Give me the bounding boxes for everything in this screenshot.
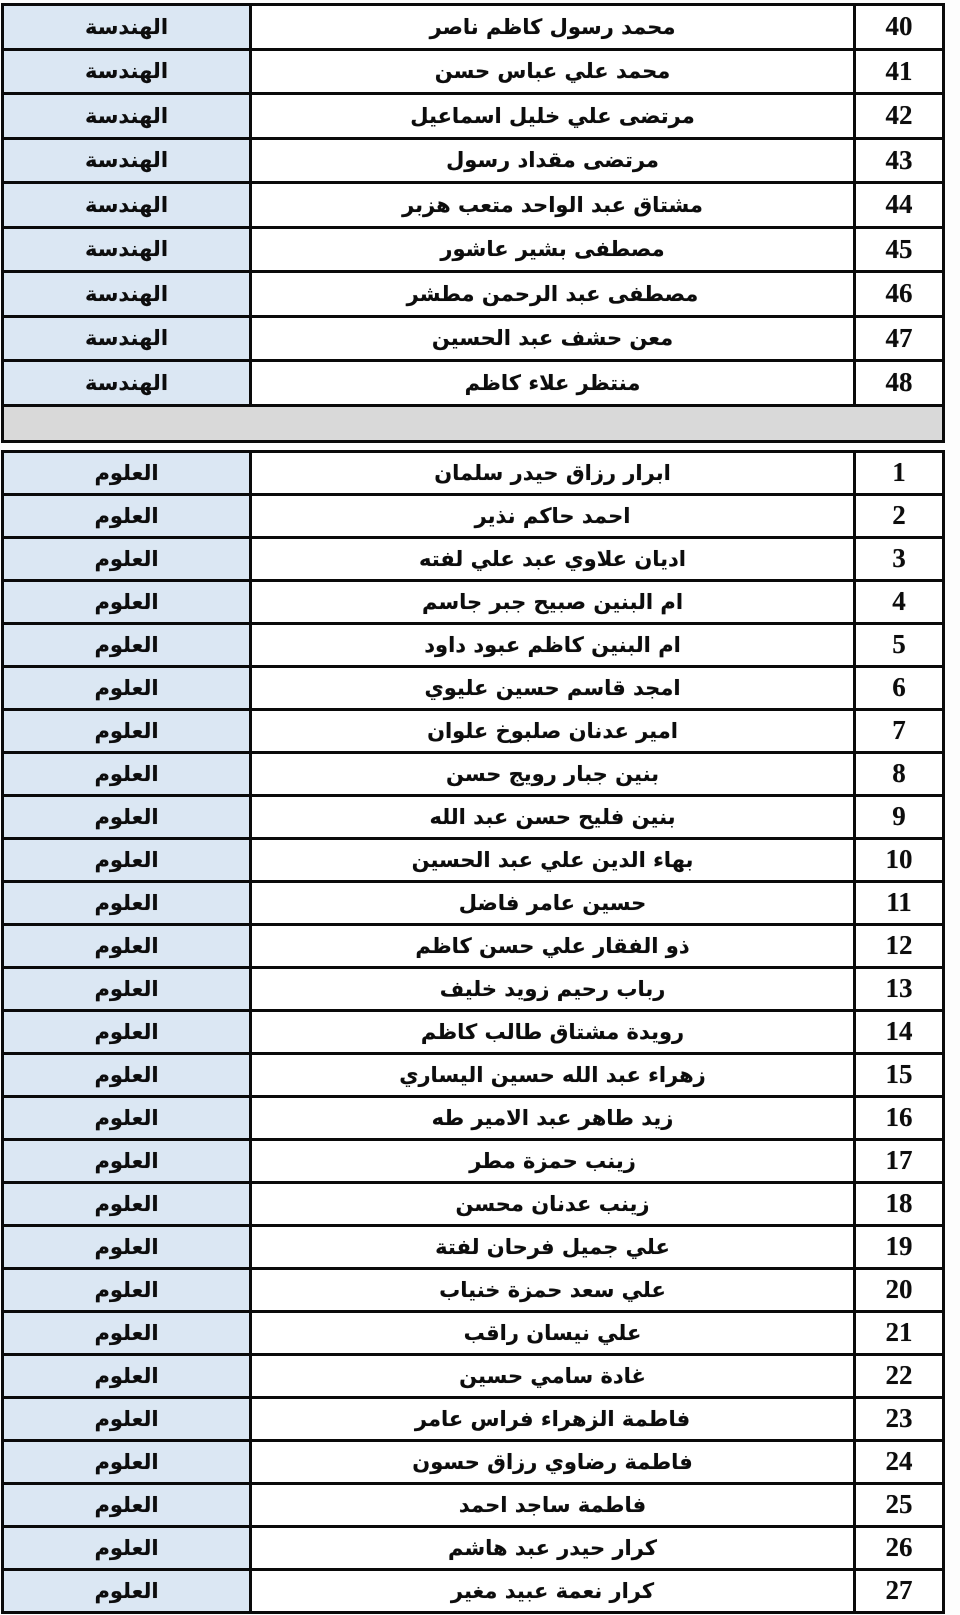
department-cell: العلوم: [4, 883, 252, 923]
table-row: [4, 539, 942, 582]
student-name-cell: بهاء الدين علي عبد الحسين: [411, 847, 694, 872]
student-name-cell: بنين فليح حسن عبد الله: [429, 804, 676, 829]
table-row: [4, 1528, 942, 1571]
table-row: [4, 51, 942, 96]
student-name-cell: ابرار رزاق حيدر سلمان: [434, 460, 671, 485]
student-name-cell: علي نيسان راقب: [463, 1320, 642, 1345]
department-cell: العلوم: [4, 1227, 252, 1267]
row-number-cell: 18: [853, 1184, 942, 1224]
student-name-cell: محمد رسول كاظم ناصر: [429, 14, 676, 39]
table-row: [4, 184, 942, 229]
table-row: [4, 711, 942, 754]
row-number-cell: 12: [853, 926, 942, 966]
table-row: [4, 840, 942, 883]
table-row: [4, 229, 942, 274]
row-number-cell: 22: [853, 1356, 942, 1396]
table-row: [4, 1012, 942, 1055]
student-name-cell: زهراء عبد الله حسين اليساري: [399, 1062, 706, 1087]
row-number-cell: 45: [853, 229, 942, 271]
department-cell: الهندسة: [4, 184, 252, 226]
row-number-cell: 3: [853, 539, 942, 579]
row-number-cell: 9: [853, 797, 942, 837]
student-name-cell: مشتاق عبد الواحد متعب هزبر: [402, 192, 703, 217]
table-row: [4, 1227, 942, 1270]
row-number-cell: 44: [853, 184, 942, 226]
row-number-cell: 46: [853, 273, 942, 315]
table-row: [4, 1399, 942, 1442]
table-row: [4, 6, 942, 51]
row-number-cell: 20: [853, 1270, 942, 1310]
student-name-cell: ذو الفقار علي حسن كاظم: [415, 933, 690, 958]
department-cell: العلوم: [4, 840, 252, 880]
row-number-cell: 24: [853, 1442, 942, 1482]
table-row: [4, 754, 942, 797]
row-number-cell: 2: [853, 496, 942, 536]
row-number-cell: 10: [853, 840, 942, 880]
row-number-cell: 5: [853, 625, 942, 665]
student-name-cell: احمد حاكم نذير: [474, 503, 631, 528]
department-cell: العلوم: [4, 754, 252, 794]
table-row: [4, 1313, 942, 1356]
student-name-cell: زيد طاهر عبد الامير طه: [431, 1105, 674, 1130]
table-row: [4, 95, 942, 140]
student-name-cell: زينب حمزة مطر: [469, 1148, 636, 1173]
department-cell: العلوم: [4, 453, 252, 493]
department-cell: العلوم: [4, 711, 252, 751]
department-cell: العلوم: [4, 797, 252, 837]
department-cell: العلوم: [4, 1098, 252, 1138]
student-name-cell: فاطمة رضاوي رزاق حسون: [412, 1449, 693, 1474]
student-name-cell: علي سعد حمزة خنياب: [439, 1277, 666, 1302]
department-cell: العلوم: [4, 1313, 252, 1353]
department-cell: العلوم: [4, 1270, 252, 1310]
table-row: [4, 496, 942, 539]
row-number-cell: 42: [853, 95, 942, 137]
table-row: [4, 1442, 942, 1485]
department-cell: الهندسة: [4, 6, 252, 48]
student-name-cell: كرار حيدر عبد هاشم: [447, 1535, 658, 1560]
department-cell: العلوم: [4, 926, 252, 966]
student-name-cell: ام البنين صبيح جبر جاسم: [422, 589, 684, 614]
student-name-cell: فاطمة الزهراء فراس عامر: [414, 1406, 691, 1431]
department-cell: العلوم: [4, 496, 252, 536]
department-cell: العلوم: [4, 1399, 252, 1439]
student-name-cell: كرار نعمة عبيد مغير: [450, 1578, 655, 1603]
table-row: [4, 1098, 942, 1141]
row-number-cell: 48: [853, 362, 942, 404]
student-name-cell: امير عدنان صلبوخ علوان: [427, 718, 678, 743]
row-number-cell: 21: [853, 1313, 942, 1353]
table-row: [4, 1055, 942, 1098]
department-cell: العلوم: [4, 625, 252, 665]
department-cell: الهندسة: [4, 362, 252, 404]
table-row: [4, 883, 942, 926]
engineering-table: [1, 3, 945, 407]
department-cell: العلوم: [4, 582, 252, 622]
department-cell: الهندسة: [4, 51, 252, 93]
student-name-cell: حسين عامر فاضل: [458, 890, 647, 915]
row-number-cell: 40: [853, 6, 942, 48]
department-cell: الهندسة: [4, 229, 252, 271]
row-number-cell: 4: [853, 582, 942, 622]
student-name-cell: اديان علاوي عبد علي لفته: [418, 546, 687, 571]
row-number-cell: 6: [853, 668, 942, 708]
department-cell: العلوم: [4, 539, 252, 579]
row-number-cell: 11: [853, 883, 942, 923]
student-name-cell: ام البنين كاظم عبود داود: [424, 632, 681, 657]
row-number-cell: 8: [853, 754, 942, 794]
table-row: [4, 668, 942, 711]
student-name-cell: مرتضى مقداد رسول: [446, 148, 659, 173]
table-row: [4, 1141, 942, 1184]
student-name-cell: رويدة مشتاق طالب كاظم: [420, 1019, 685, 1044]
department-cell: الهندسة: [4, 318, 252, 360]
department-cell: العلوم: [4, 1012, 252, 1052]
row-number-cell: 15: [853, 1055, 942, 1095]
row-number-cell: 41: [853, 51, 942, 93]
document-page: [1, 3, 945, 1614]
table-row: [4, 1571, 942, 1614]
student-name-cell: بنين جبار رويج حسن: [445, 761, 660, 786]
table-row: [4, 273, 942, 318]
row-number-cell: 16: [853, 1098, 942, 1138]
row-number-cell: 14: [853, 1012, 942, 1052]
student-name-cell: زينب عدنان محسن: [455, 1191, 650, 1216]
table-row: [4, 926, 942, 969]
row-number-cell: 7: [853, 711, 942, 751]
science-table: [1, 450, 945, 1614]
department-cell: العلوم: [4, 668, 252, 708]
row-number-cell: 17: [853, 1141, 942, 1181]
table-row: [4, 1485, 942, 1528]
department-cell: العلوم: [4, 1528, 252, 1568]
department-cell: العلوم: [4, 1055, 252, 1095]
department-cell: الهندسة: [4, 273, 252, 315]
row-number-cell: 19: [853, 1227, 942, 1267]
student-name-cell: علي جميل فرحان لفتة: [435, 1234, 670, 1259]
row-number-cell: 1: [853, 453, 942, 493]
table-row: [4, 797, 942, 840]
table-row: [4, 1184, 942, 1227]
table-row: [4, 582, 942, 625]
department-cell: الهندسة: [4, 140, 252, 182]
table-row: [4, 625, 942, 668]
section-separator-row: [1, 407, 945, 443]
student-name-cell: مصطفى عبد الرحمن مطشر: [406, 281, 699, 306]
student-name-cell: منتظر علاء كاظم: [464, 370, 641, 395]
table-row: [4, 140, 942, 185]
department-cell: العلوم: [4, 1485, 252, 1525]
student-name-cell: امجد قاسم حسين عليوي: [424, 675, 681, 700]
student-name-cell: محمد علي عباس حسن: [434, 59, 671, 84]
row-number-cell: 47: [853, 318, 942, 360]
table-row: [4, 453, 942, 496]
row-number-cell: 26: [853, 1528, 942, 1568]
student-name-cell: فاطمة ساجد احمد: [458, 1492, 647, 1517]
department-cell: العلوم: [4, 969, 252, 1009]
student-name-cell: مرتضى علي خليل اسماعيل: [410, 103, 695, 128]
department-cell: العلوم: [4, 1141, 252, 1181]
department-cell: الهندسة: [4, 95, 252, 137]
row-number-cell: 43: [853, 140, 942, 182]
table-row: [4, 969, 942, 1012]
student-name-cell: مصطفى بشير عاشور: [440, 237, 665, 262]
student-name-cell: معن حشف عبد الحسين: [431, 326, 674, 351]
department-cell: العلوم: [4, 1356, 252, 1396]
student-name-cell: غادة سامي حسين: [459, 1363, 646, 1388]
row-number-cell: 23: [853, 1399, 942, 1439]
table-row: [4, 1356, 942, 1399]
student-name-cell: رباب رحيم زويد خليف: [439, 976, 666, 1001]
department-cell: العلوم: [4, 1571, 252, 1611]
section-gap: [1, 443, 945, 450]
row-number-cell: 27: [853, 1571, 942, 1611]
table-row: [4, 1270, 942, 1313]
row-number-cell: 25: [853, 1485, 942, 1525]
department-cell: العلوم: [4, 1442, 252, 1482]
row-number-cell: 13: [853, 969, 942, 1009]
table-row: [4, 318, 942, 363]
table-row: [4, 362, 942, 407]
department-cell: العلوم: [4, 1184, 252, 1224]
